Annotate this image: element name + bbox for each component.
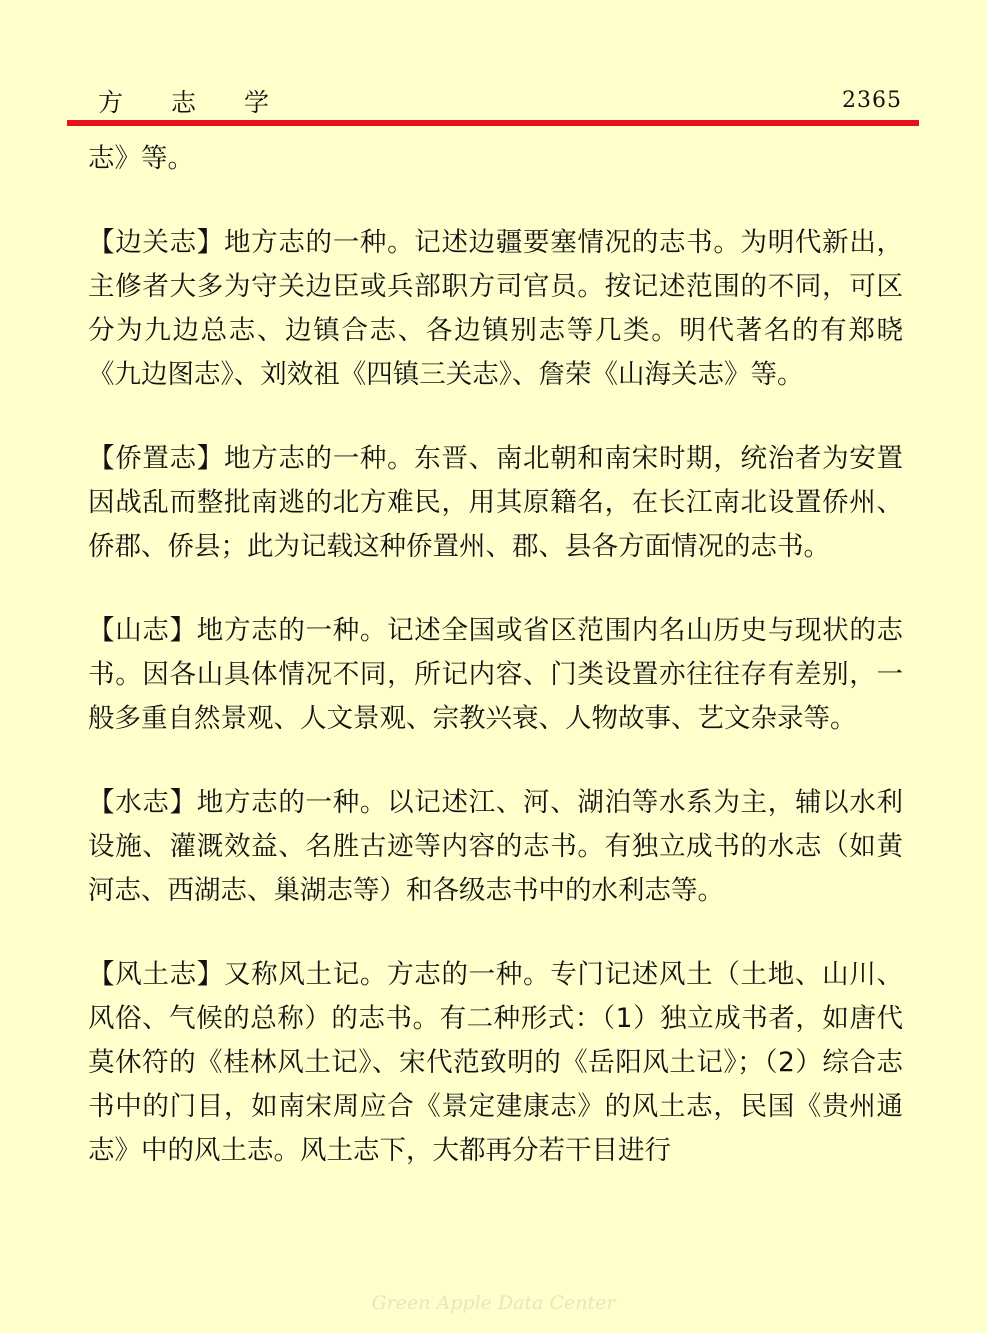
entry-shanzhi bbox=[88, 609, 903, 741]
entry-shuizhi bbox=[88, 781, 903, 913]
entry-term: 【侨置志】 bbox=[88, 443, 224, 474]
entry-bianguanzhi bbox=[88, 221, 903, 397]
entry-term: 【边关志】 bbox=[88, 227, 224, 258]
entry-text: 志》等。 bbox=[88, 143, 194, 174]
entry-continuation bbox=[88, 137, 903, 181]
entry-text: 地方志的一种。记述边疆要塞情况的志书。为明代新出，主修者大多为守关边臣或兵部职方司官员。按记述范围的不同，可区分为九边总志、边镇合志、各边镇别志等几类。明代著名的有郑晓《九边图志》、刘效祖《四镇三关志》、詹荣《山海关志》等。 bbox=[88, 227, 904, 390]
entry-term: 【山志】 bbox=[88, 615, 197, 646]
entry-text: 地方志的一种。东晋、南北朝和南宋时期，统治者为安置因战乱而整批南逃的北方难民，用其原籍名，在长江南北设置侨州、侨郡、侨县；此为记载这种侨置州、郡、县各方面情况的志书。 bbox=[88, 443, 904, 562]
entry-text: 又称风土记。方志的一种。专门记述风土（土地、山川、风俗、气候的总称）的志书。有二种形式：（1）独立成书者，如唐代莫休符的《桂林风土记》、宋代范致明的《岳阳风土记》；（2）综合志书中的门目，如南宋周应合《景定建康志》的风土志，民国《贵州通志》中的风土志。风土志下，大都再分若干目进行 bbox=[88, 959, 904, 1166]
header-rule bbox=[67, 120, 919, 126]
entry-term: 【水志】 bbox=[88, 787, 197, 818]
running-head-title: 方志学 bbox=[98, 88, 318, 117]
entry-fengtuzhi bbox=[88, 953, 903, 1173]
entry-term: 【风土志】 bbox=[88, 959, 224, 990]
page-header bbox=[0, 0, 987, 130]
entry-qiaozhizhi bbox=[88, 437, 903, 569]
watermark: Green Apple Data Center bbox=[371, 1292, 616, 1314]
dictionary-body bbox=[88, 137, 903, 1173]
entry-text: 地方志的一种。记述全国或省区范围内名山历史与现状的志书。因各山具体情况不同，所记内容、门类设置亦往往存有差别，一般多重自然景观、人文景观、宗教兴衰、人物故事、艺文杂录等。 bbox=[88, 615, 904, 734]
page-number: 2365 bbox=[842, 88, 902, 113]
entry-text: 地方志的一种。以记述江、河、湖泊等水系为主，辅以水利设施、灌溉效益、名胜古迹等内容的志书。有独立成书的水志（如黄河志、西湖志、巢湖志等）和各级志书中的水利志等。 bbox=[88, 787, 904, 906]
